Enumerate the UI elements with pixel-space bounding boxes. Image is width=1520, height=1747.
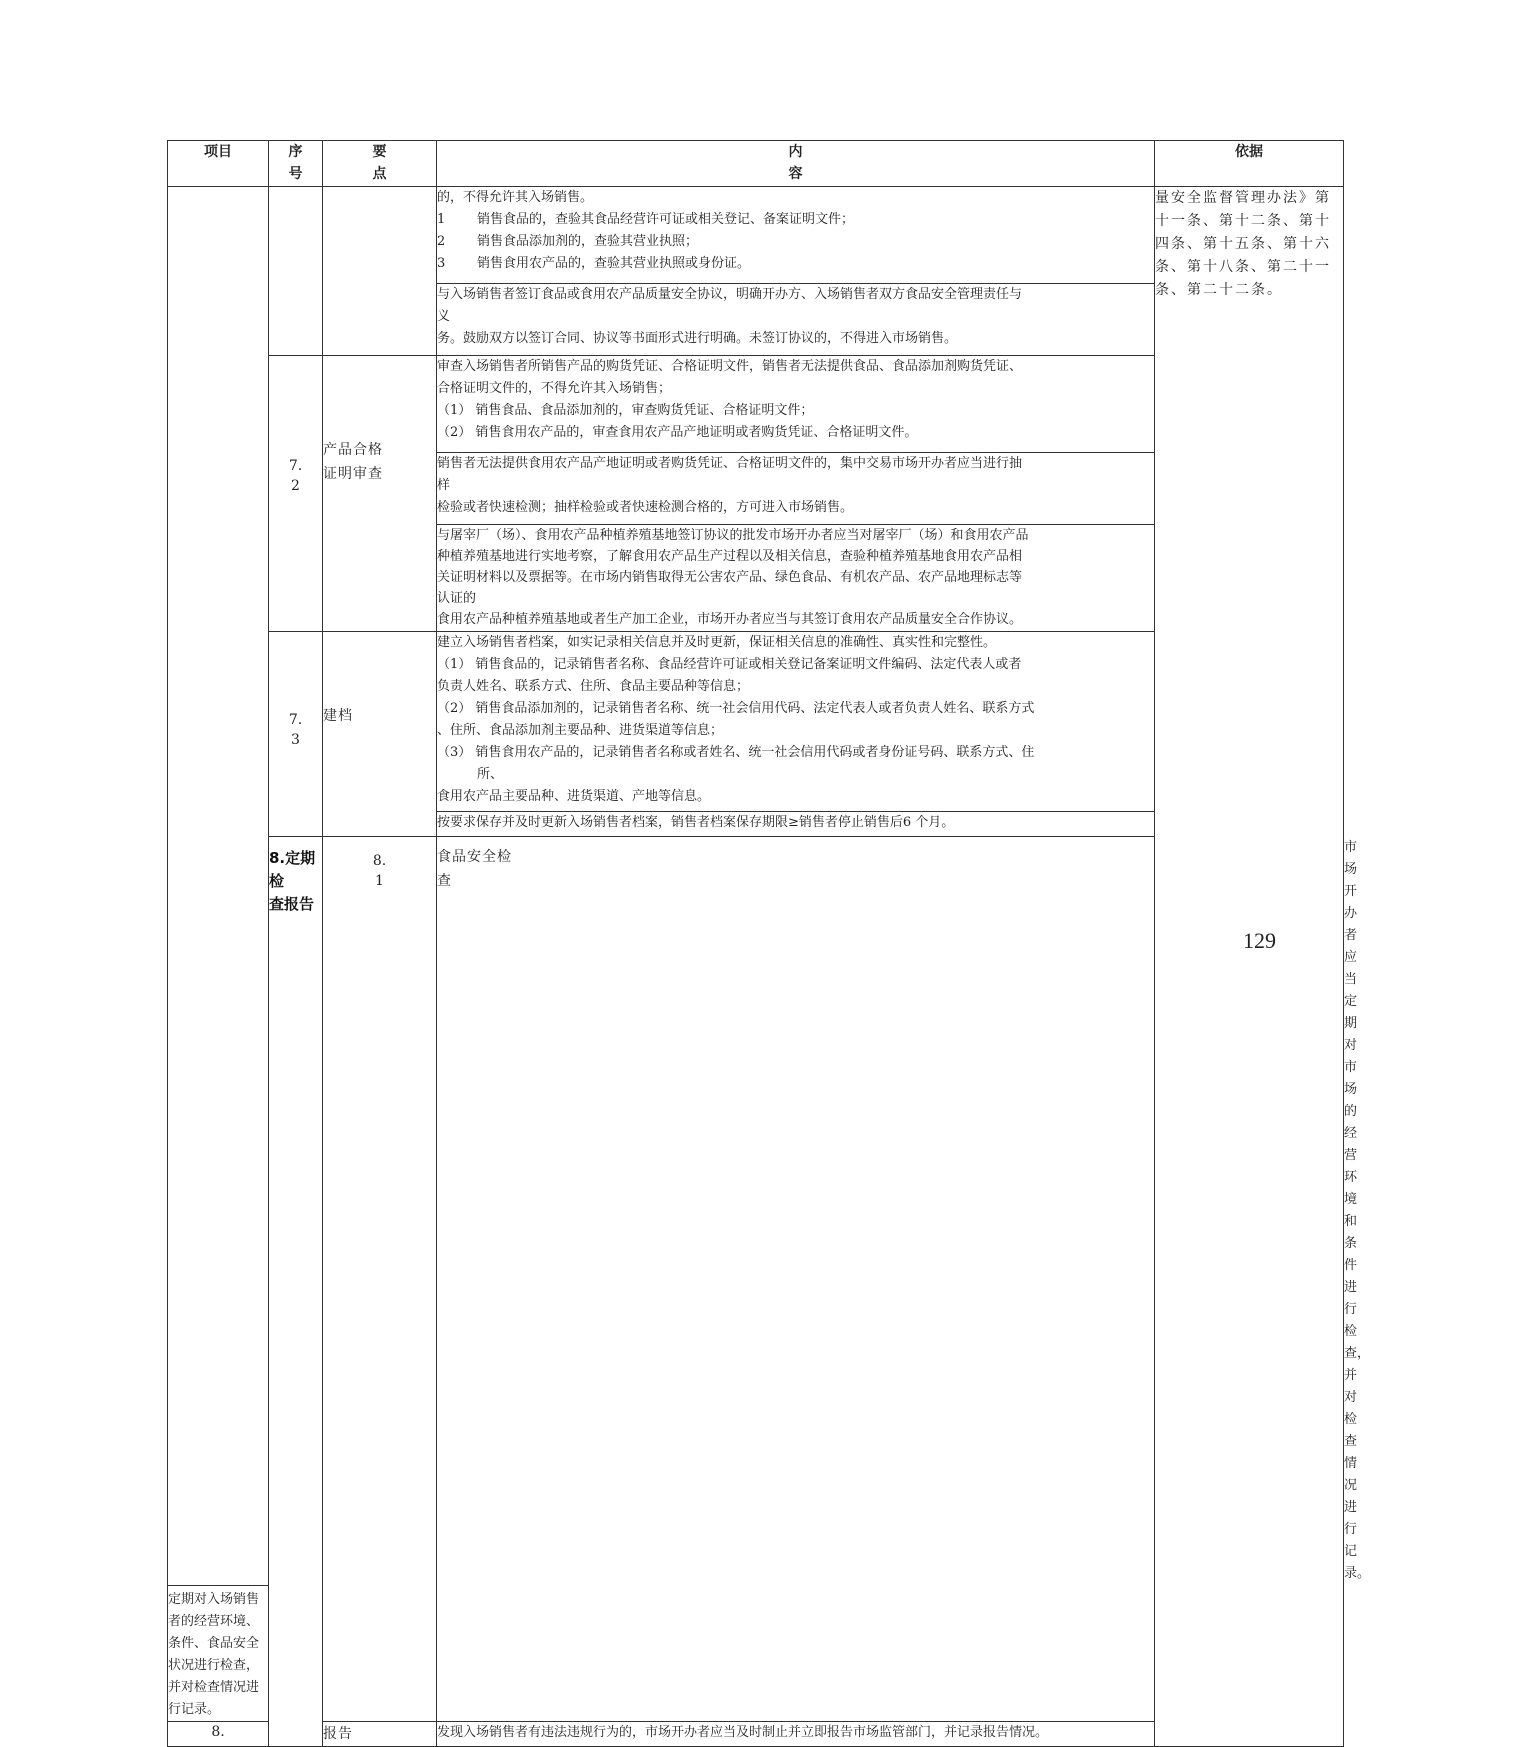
list-number: 3 [437,256,446,271]
content-7-1-para-1 [437,187,1155,284]
list-number: 1 [437,212,446,227]
header-seq-line-2: 号 [288,166,303,182]
page-number: 129 [1243,928,1276,953]
content-line: 按要求保存并及时更新入场销售者档案，销售者档案保存期限≥销售者停止销售后6 个月。 [437,815,955,830]
seq-line: 2 [291,478,300,494]
content-8-1-para-2 [168,1586,269,1722]
item-line: 查报告 [269,895,315,913]
header-seq [269,141,323,187]
seq-cell-7-1 [269,187,323,356]
content-line: 负责人姓名、联系方式、住所、食品主要品种等信息； [437,679,750,694]
content-line: 建立入场销售者档案，如实记录相关信息并及时更新，保证相关信息的准确性、真实性和完整性。 [437,635,997,650]
seq-cell-8-1 [323,837,437,1722]
content-line: （2） 销售食品添加剂的，记录销售者名称、统一社会信用代码、法定代表人或者负责人姓名、联系方式 [437,701,1035,716]
point-line: 报告 [323,1726,353,1742]
list-text: 销售食品添加剂的，查验其营业执照； [477,234,699,249]
point-line: 证明审查 [323,466,383,482]
content-line: 检验或者快速检测；抽样检验或者快速检测合格的，方可进入市场销售。 [437,500,854,515]
seq-cell-7-3 [269,632,323,837]
content-line: 审查入场销售者所销售产品的购货凭证、合格证明文件，销售者无法提供食品、食品添加剂购货凭证、 [437,359,1023,374]
row-7-1-a [168,187,1344,284]
content-8-2-para [437,1722,1155,1747]
list-text: 销售食品的，查验其食品经营许可证或相关登记、备案证明文件； [477,212,855,227]
content-line: 义 [437,309,451,324]
point-cell-7-2 [323,356,437,632]
point-cell-8-2 [323,1722,437,1747]
content-list-item [437,231,1154,253]
point-cell-7-1 [323,187,437,356]
content-line: （3） 销售食用农产品的，记录销售者名称或者姓名、统一社会信用代码或者身份证号码、联系方式、住 [437,745,1035,760]
point-cell-8-1 [437,837,1155,1722]
point-cell-7-3 [323,632,437,837]
basis-cell [1155,187,1344,1747]
content-line: 合格证明文件的，不得允许其入场销售； [437,381,672,396]
content-line: 关证明材料以及票据等。在市场内销售取得无公害农产品、绿色食品、有机农产品、农产品地理标志等 [437,570,1023,585]
header-point [323,141,437,187]
seq-line: 1 [375,873,384,889]
header-basis: 依据 [1155,141,1344,187]
content-line: 定期对入场销售者的经营环境、条件、食品安全状况进行检查，并对检查情况进行记录。 [168,1592,260,1717]
header-content-line-1: 内 [788,144,803,160]
seq-cell-7-2 [269,356,323,632]
content-line: 与屠宰厂（场）、食用农产品种植养殖基地签订协议的批发市场开办者应当对屠宰厂（场）和食用农产品 [437,528,1029,543]
content-line: 食用农产品种植养殖基地或者生产加工企业，市场开办者应当与其签订食用农产品质量安全合作协议。 [437,612,1023,627]
row-8-1-a: 8.定期检 查报告 8. 1 食品安全检 查 市场开办者应当定期对市场的经营环境和条件进行检查，并对检查情况进行记录。 [168,837,1344,1586]
seq-cell-8-2 [168,1722,269,1747]
content-line: 食用农产品主要品种、进货渠道、产地等信息。 [437,789,711,804]
header-point-line-1: 要 [372,144,387,160]
content-line: 销售者无法提供食用农产品产地证明或者购货凭证、合格证明文件的，集中交易市场开办者应当进行抽 [437,456,1023,471]
seq-line: 7. [288,712,303,728]
content-line: 认证的 [437,591,477,606]
content-line: （1） 销售食品的，记录销售者名称、食品经营许可证或相关登记备案证明文件编码、法定代表人或者 [437,657,1022,672]
regulation-table [167,140,1371,1747]
content-list-item [437,209,1154,231]
content-line: （1） 销售食品、食品添加剂的，审查购货凭证、合格证明文件； [437,403,814,418]
content-7-2-para-1 [437,356,1155,453]
content-line: 所、 [477,767,504,782]
seq-line: 3 [291,732,300,748]
point-line: 产品合格 [323,442,383,458]
header-item: 项目 [168,141,269,187]
point-line: 查 [437,873,452,889]
content-7-3-para-2 [437,812,1155,837]
list-text: 销售食用农产品的，查验其营业执照或身份证。 [477,256,751,271]
point-line: 建档 [323,708,353,724]
seq-line: 8. [211,1724,225,1740]
content-7-2-para-3 [437,525,1155,632]
content-list-item [437,253,1154,275]
content-line: 、住所、食品添加剂主要品种、进货渠道等信息； [437,723,724,738]
item-line: 8.定期检 [269,849,316,890]
content-line: 的，不得允许其入场销售。 [437,190,594,205]
content-line: （2） 销售食用农产品的，审查食用农产品产地证明或者购货凭证、合格证明文件。 [437,425,918,440]
header-point-line-2: 点 [372,166,387,182]
point-line: 食品安全检 [437,849,512,865]
seq-line: 8. [372,853,387,869]
item-cell-8 [269,837,323,1747]
seq-line: 7. [288,458,303,474]
header-row [168,141,1344,187]
header-seq-line-1: 序 [288,144,303,160]
content-line: 种植养殖基地进行实地考察，了解食用农产品生产过程以及相关信息，查验种植养殖基地食用农产品相 [437,549,1023,564]
content-line: 发现入场销售者有违法违规行为的，市场开办者应当及时制止并立即报告市场监管部门，并记录报告情况。 [437,1725,1049,1740]
basis-text: 量安全监督管理办法》第十一条、第十二条、第十四条、第十五条、第十六条、第十八条、第二十一条、第二十二条。 [1155,190,1331,298]
item-cell-7 [168,187,269,1586]
content-7-2-para-2 [437,453,1155,525]
content-line: 务。鼓励双方以签订合同、协议等书面形式进行明确。未签订协议的，不得进入市场销售。 [437,331,958,346]
content-7-1-para-2 [437,284,1155,356]
content-7-3-para-1 [437,632,1155,812]
content-line: 与入场销售者签订食品或食用农产品质量安全协议，明确开办方、入场销售者双方食品安全管理责任与 [437,287,1023,302]
content-line: 样 [437,478,451,493]
header-content-line-2: 容 [788,166,803,182]
list-number: 2 [437,234,446,249]
header-content [437,141,1155,187]
